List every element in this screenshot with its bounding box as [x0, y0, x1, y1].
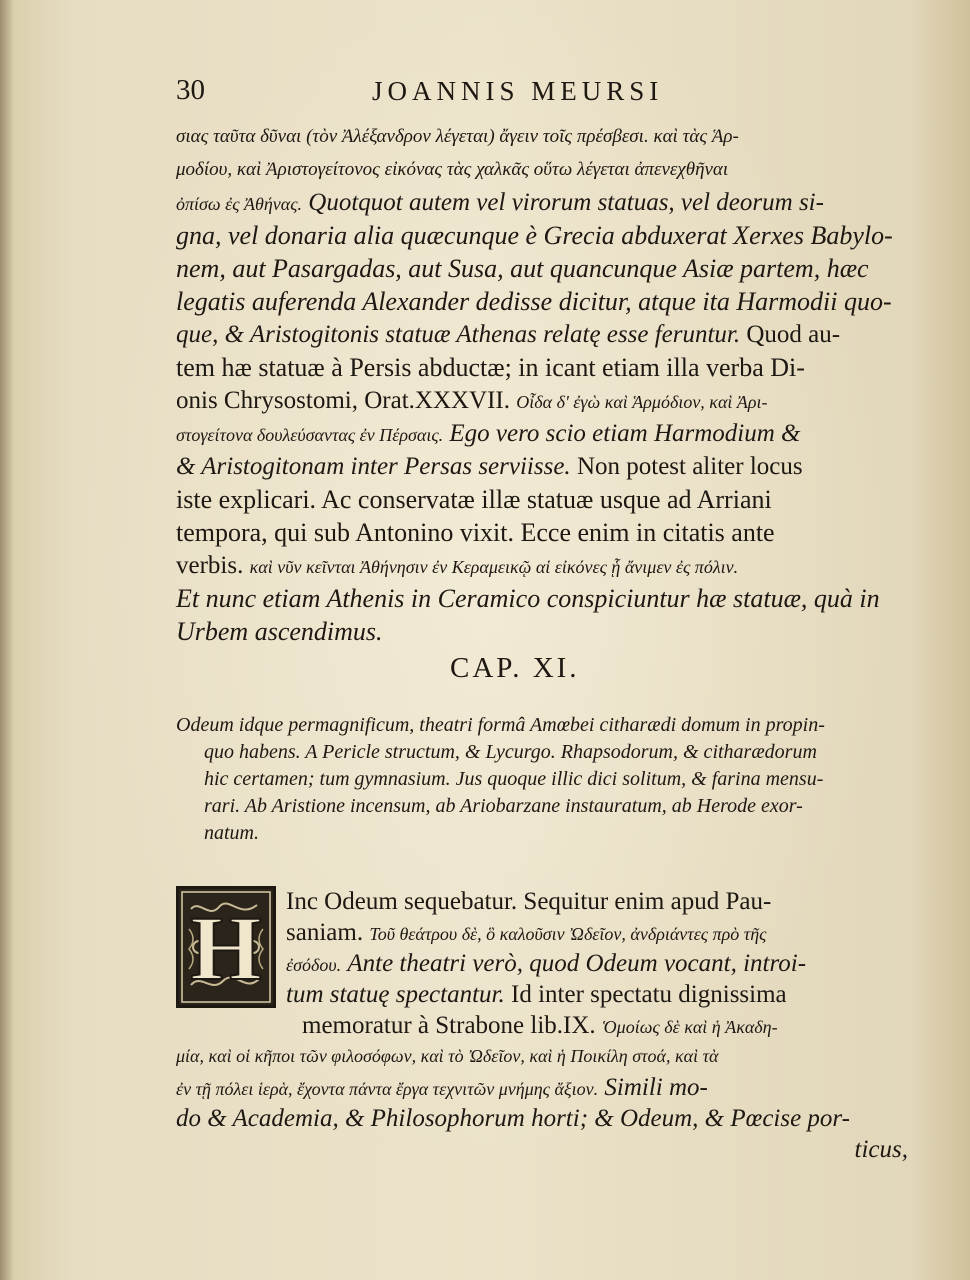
text-line: Inc Odeum sequebatur. Sequitur enim apud Pau- — [286, 888, 772, 915]
text-line: nem, aut Pasargadas, aut Susa, aut quancunque Asiæ partem, hæc — [176, 254, 869, 283]
text-line: onis Chrysostomi, Orat.XXXVII. Οἶδα δ' ἐγὼ καὶ Ἁρμόδιον, καὶ Ἀρι- — [176, 387, 768, 414]
text-line: στογείτονα δουλεύσαντας ἐν Πέρσαις. Ego vero scio etiam Harmodium & — [176, 420, 801, 447]
text-line: gna, vel donaria alia quæcunque è Grecia abduxerat Xerxes Babylo- — [176, 221, 893, 250]
chapter-summary — [176, 712, 916, 847]
svg-text:H: H — [190, 897, 262, 999]
summary-line: hic certamen; tum gymnasium. Jus quoque illic dici solitum, & farina mensu- — [204, 768, 824, 790]
text-line: tempora, qui sub Antonino vixit. Ecce enim in citatis ante — [176, 518, 775, 547]
text-line: μία, καὶ οἱ κῆποι τῶν φιλοσόφων, καὶ τὸ Ὠδεῖον, καὶ ἡ Ποικίλη στοά, καὶ τὰ — [176, 1046, 719, 1066]
text-line: ὀπίσω ἐς Ἀθήνας. Quotquot autem vel virorum statuas, vel deorum si- — [176, 189, 824, 216]
text-line: saniam. Τοῦ θεάτρου δὲ, ὃ καλοῦσιν Ὠδεῖον, ἀνδριάντες πρὸ τῆς — [286, 919, 767, 946]
text-line: ἐν τῇ πόλει ἱερὰ, ἔχοντα πάντα ἔργα τεχνιτῶν μνήμης ἄξιον. Simili mo- — [176, 1074, 708, 1101]
running-title: JOANNIS MEURSI — [372, 76, 664, 106]
text-line: ἐσόδου. Ante theatri verò, quod Odeum vocant, introi- — [286, 950, 807, 977]
text-line: ticus, — [854, 1136, 908, 1163]
text-line: σιας ταῦτα δῦναι (τὸν Ἀλέξανδρον λέγεται) ἄγειν τοῖς πρέσβεσι. καὶ τὰς Ἁρ- — [176, 126, 739, 147]
ornament-icon — [179, 889, 273, 1005]
summary-line: Odeum idque permagnificum, theatri formâ Amœbei citharædi domum in propin- — [176, 714, 825, 736]
summary-line: quo habens. A Pericle structum, & Lycurgo. Rhapsodorum, & citharædorum — [204, 741, 817, 763]
text-line: tum statuę spectantur. Id inter spectatu dignissima — [286, 981, 787, 1008]
summary-line: rari. Ab Aristione incensum, ab Ariobarzane instauratum, ab Herode exor- — [204, 795, 803, 817]
page-number: 30 — [176, 74, 205, 106]
running-head — [176, 74, 776, 114]
text-line: & Aristogitonam inter Persas serviisse. Non potest aliter locus — [176, 453, 803, 480]
text-line: verbis. καὶ νῦν κεῖνται Ἀθήνησιν ἐν Κεραμεικῷ αἱ εἰκόνες ᾗ ἄνιμεν ἐς πόλιν. — [176, 552, 739, 579]
drop-cap-initial — [176, 886, 276, 1008]
text-line: que, & Aristogitonis statuæ Athenas relatę esse feruntur. Quod au- — [176, 321, 841, 348]
text-line: legatis auferenda Alexander dedisse dicitur, atque ita Harmodii quo- — [176, 287, 892, 316]
text-line: memoratur à Strabone lib.IX. Ὁμοίως δὲ καὶ ἡ Ἀκαδη- — [302, 1012, 778, 1039]
main-text-block — [176, 120, 916, 648]
text-line: Urbem ascendimus. — [176, 617, 383, 646]
text-line: tem hæ statuæ à Persis abductæ; in icant etiam illa verba Di- — [176, 353, 805, 382]
text-line: Et nunc etiam Athenis in Ceramico conspiciuntur hæ statuæ, quà in — [176, 584, 880, 613]
text-line: μοδίου, καὶ Ἀριστογείτονος εἰκόνας τὰς χαλκᾶς οὕτω λέγεται ἀπενεχθῆναι — [176, 159, 729, 180]
summary-line: natum. — [204, 822, 259, 844]
chapter-heading: CAP. XI. — [450, 652, 580, 684]
text-line: do & Academia, & Philosophorum horti; & Odeum, & Pœcise por- — [176, 1105, 850, 1132]
text-line: iste explicari. Ac conservatæ illæ statuæ usque ad Arriani — [176, 485, 772, 514]
chapter-body — [176, 886, 916, 1165]
